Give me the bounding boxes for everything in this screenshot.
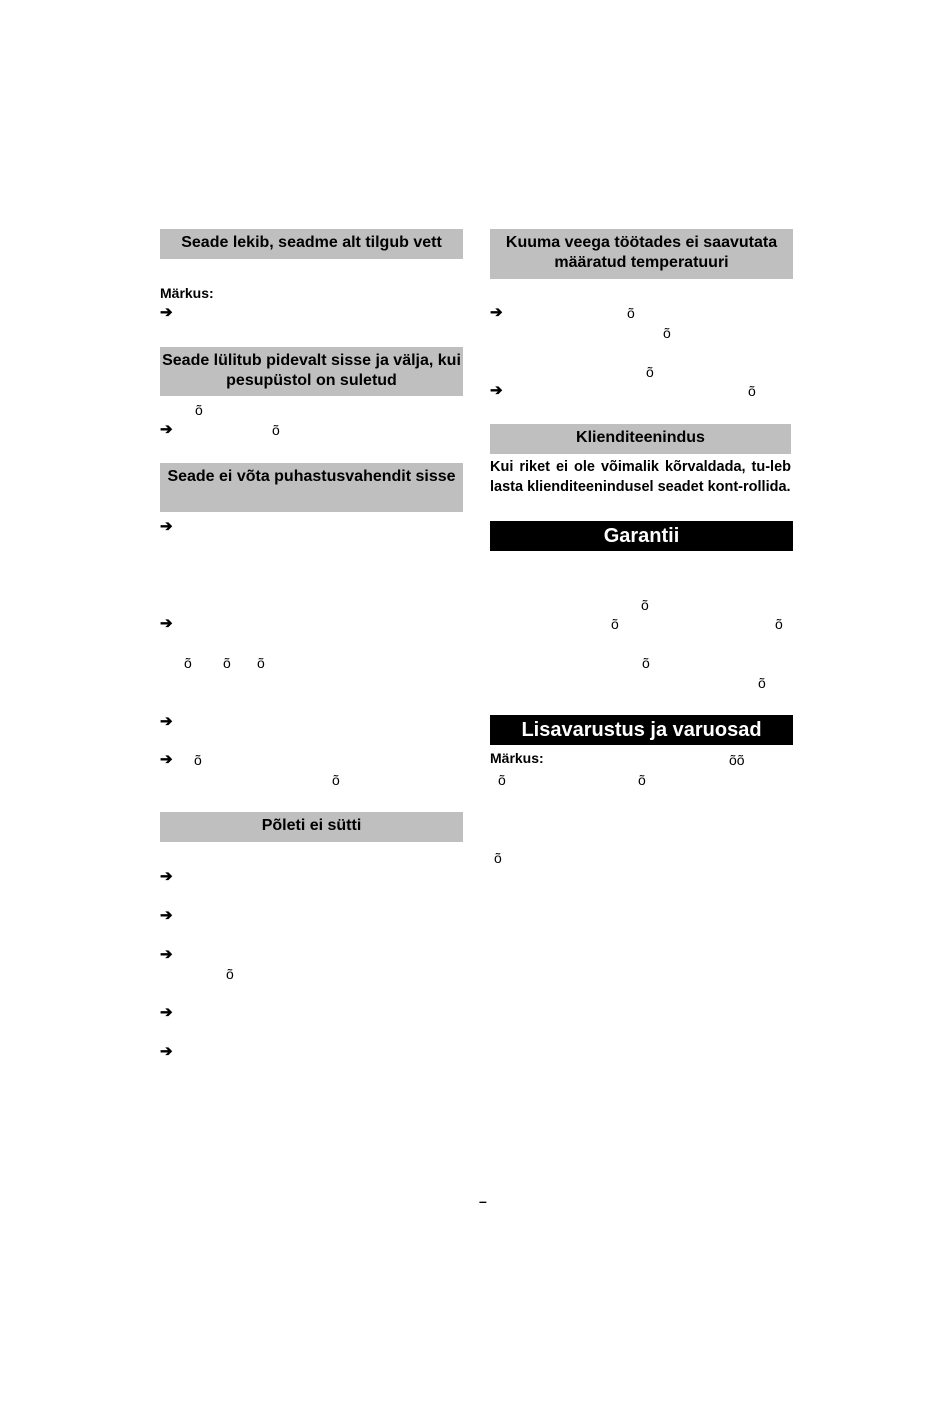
arrow-icon: ➔ — [160, 907, 173, 924]
arrow-icon: ➔ — [160, 1043, 173, 1060]
glyph-o: õ — [641, 597, 649, 613]
glyph-o: õ — [642, 655, 650, 671]
heading-leak: Seade lekib, seadme alt tilgub vett — [160, 229, 463, 259]
glyph-o: õ — [226, 966, 234, 982]
glyph-o: õ — [611, 616, 619, 632]
arrow-icon: ➔ — [160, 421, 173, 438]
arrow-icon: ➔ — [160, 713, 173, 730]
glyph-oo: õõ — [729, 752, 745, 768]
glyph-o: õ — [494, 850, 502, 866]
glyph-o: õ — [272, 422, 280, 438]
glyph-o: õ — [257, 655, 265, 671]
note-label: Märkus: — [160, 285, 214, 301]
heading-detergent: Seade ei võta puhastusvahendit sisse — [160, 463, 463, 512]
arrow-icon: ➔ — [160, 868, 173, 885]
customer-service-text: Kui riket ei ole võimalik kõrvaldada, tu-leb lasta klienditeenindusel seadet kont-rollida. — [490, 459, 791, 495]
glyph-o: õ — [748, 383, 756, 399]
glyph-o: õ — [498, 772, 506, 788]
heading-warranty: Garantii — [490, 521, 793, 551]
arrow-icon: ➔ — [160, 518, 173, 535]
arrow-icon: ➔ — [160, 615, 173, 632]
arrow-icon: ➔ — [160, 304, 173, 321]
page-footer-dash: – — [479, 1193, 487, 1209]
heading-accessories: Lisavarustus ja varuosad — [490, 715, 793, 745]
glyph-o: õ — [775, 616, 783, 632]
heading-temperature: Kuuma veega töötades ei saavutata määratud temperatuuri — [490, 229, 793, 279]
glyph-o: õ — [638, 772, 646, 788]
arrow-icon: ➔ — [490, 382, 503, 399]
arrow-icon: ➔ — [160, 946, 173, 963]
glyph-o: õ — [758, 675, 766, 691]
glyph-o: õ — [194, 752, 202, 768]
glyph-o: õ — [332, 772, 340, 788]
arrow-icon: ➔ — [160, 751, 173, 768]
glyph-o: õ — [646, 364, 654, 380]
glyph-o: õ — [195, 402, 203, 418]
glyph-o: õ — [663, 325, 671, 341]
arrow-icon: ➔ — [160, 1004, 173, 1021]
heading-burner: Põleti ei sütti — [160, 812, 463, 842]
heading-customer-service: Klienditeenindus — [490, 424, 791, 454]
heading-switching: Seade lülitub pidevalt sisse ja välja, kui pesupüstol on suletud — [160, 347, 463, 396]
arrow-icon: ➔ — [490, 304, 503, 321]
note-label: Märkus: — [490, 750, 544, 766]
glyph-o: õ — [223, 655, 231, 671]
glyph-o: õ — [627, 305, 635, 321]
glyph-o: õ — [184, 655, 192, 671]
